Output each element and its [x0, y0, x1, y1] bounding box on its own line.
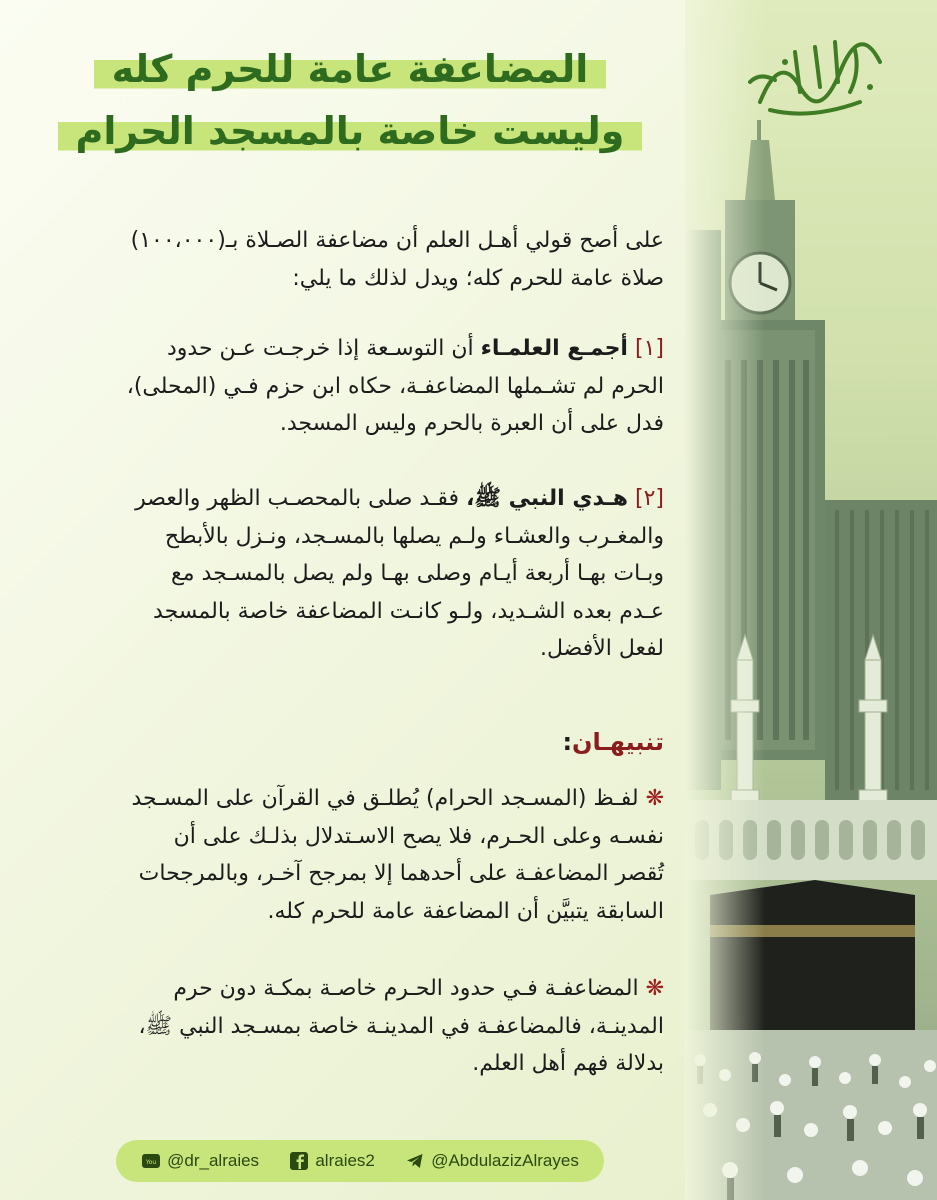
- note-2-bullet-icon: ❋: [645, 976, 664, 1001]
- point-2-line-1-rest: فقـد صلى بالمحصـب الظهر والعصر: [135, 486, 460, 511]
- notes-heading-text: تنبيهـان: [572, 728, 664, 756]
- calligraphy-logo: [740, 32, 890, 124]
- social-bar: [116, 1140, 604, 1182]
- note-1-line-1-text: لفـظ (المسـجد الحرام) يُطلـق في القرآن على المسـجد: [131, 786, 639, 811]
- note-1-line-2: نفسـه وعلى الحـرم، فلا يصح الاسـتدلال بذلـك على أن: [173, 823, 664, 849]
- point-2-line-1: [36, 480, 664, 518]
- title-line-1: [40, 46, 660, 92]
- note-1: [36, 780, 664, 930]
- telegram-link[interactable]: [405, 1151, 579, 1171]
- note-1-line-4: السابقة يتبيَّن أن المضاعفة عامة للحرم كله.: [267, 898, 664, 924]
- title-line-2: [40, 108, 660, 154]
- notes-heading: [36, 728, 664, 756]
- photo-fade: [685, 0, 765, 1200]
- calligraphy-logo-icon: [740, 32, 890, 124]
- point-2-line-3: وبـات بهـا أربعة أيـام وصلى بهـا ولم يصل بالمسـجد مع: [171, 561, 664, 586]
- youtube-handle: @dr_alraies: [167, 1151, 260, 1170]
- point-2-number: [٢]: [634, 486, 664, 511]
- point-1-line-2: الحرم لم تشـملها المضاعفـة، حكاه ابن حزم فـي (المحلى)،: [126, 373, 664, 399]
- point-1: [36, 330, 664, 443]
- point-1-line-3: فدل على أن العبرة بالحرم وليس المسجد.: [279, 411, 664, 436]
- youtube-link[interactable]: [141, 1151, 259, 1171]
- facebook-link[interactable]: [289, 1151, 375, 1171]
- point-2: [36, 480, 664, 668]
- point-1-number: [١]: [634, 336, 664, 361]
- point-2-line-2: والمغـرب والعشـاء ولـم يصلها بالمسـجد، ونـزل بالأبطح: [164, 523, 664, 549]
- point-1-line-1-rest: أن التوسـعة إذا خرجـت عـن حدود: [167, 336, 474, 361]
- intro-line-1: على أصح قولي أهـل العلم أن مضاعفة الصـلاة بـ(١٠٠،٠٠٠): [130, 228, 664, 253]
- point-1-lead: أجمـع العلمـاء: [480, 336, 628, 361]
- intro-paragraph: [36, 222, 664, 297]
- title-text-2: وليست خاصة بالمسجد الحرام: [58, 108, 643, 154]
- title-text-1: المضاعفة عامة للحرم كله: [94, 46, 607, 92]
- youtube-icon: [141, 1151, 161, 1171]
- point-2-line-5: لفعل الأفضل.: [539, 636, 664, 661]
- facebook-icon: [289, 1151, 309, 1171]
- svg-text:You: You: [145, 1159, 157, 1166]
- telegram-icon: [405, 1151, 425, 1171]
- facebook-handle: alraies2: [315, 1151, 375, 1170]
- point-2-lead: هـدي النبي ﷺ،: [466, 486, 628, 511]
- point-1-line-1: [36, 330, 664, 368]
- note-2: [36, 970, 664, 1083]
- note-1-line-3: تُقصر المضاعفـة على أحدهما إلا بمرجح آخـر، وبالمرجحات: [138, 861, 664, 886]
- mecca-photo: [685, 0, 937, 1200]
- telegram-handle: @AbdulazizAlrayes: [431, 1151, 579, 1170]
- note-2-line-1: [36, 970, 664, 1008]
- note-1-line-1: [36, 780, 664, 818]
- note-2-line-1-text: المضاعفـة فـي حدود الحـرم خاصـة بمكـة دون حرم: [173, 976, 639, 1001]
- note-2-line-2: المدينـة، فالمضاعفـة في المدينـة خاصة بمسـجد النبي ﷺ،: [138, 1013, 664, 1039]
- point-2-line-4: عـدم بعده الشـديد، ولـو كانـت المضاعفة خاصة بالمسجد: [153, 598, 664, 624]
- notes-heading-colon: :: [562, 728, 573, 756]
- note-1-bullet-icon: ❋: [645, 786, 664, 811]
- note-2-line-3: بدلالة فهم أهل العلم.: [472, 1051, 664, 1076]
- intro-line-2: صلاة عامة للحرم كله؛ ويدل لذلك ما يلي:: [292, 265, 664, 291]
